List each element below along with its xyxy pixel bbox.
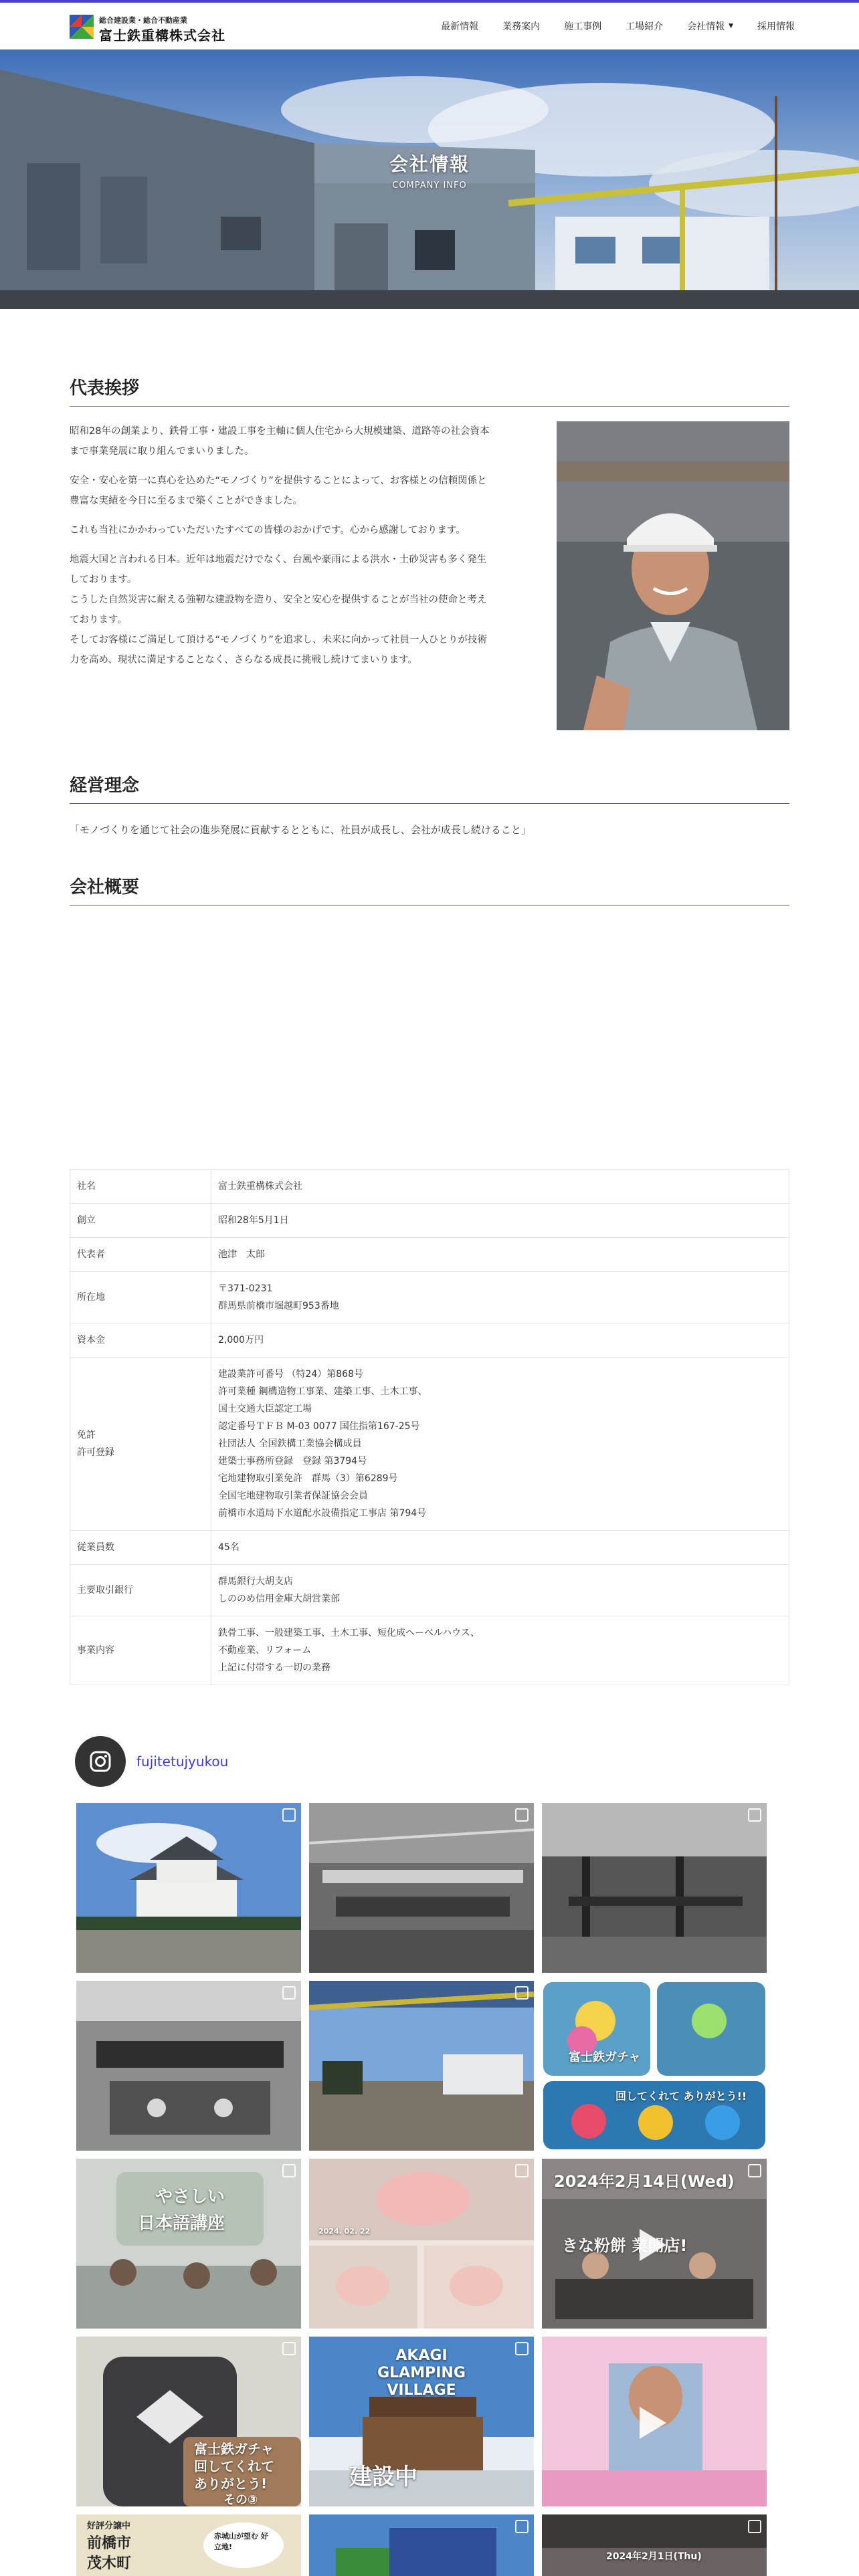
text-line: 昭和28年の創業より、鉄骨工事・建設工事を主軸に個人住宅から大規模建築、道路等の社会資本: [70, 426, 490, 437]
row-value: [211, 1358, 789, 1531]
table-row: [70, 1531, 789, 1565]
post-caption: 2024. 02. 22: [318, 2227, 371, 2236]
value-line: 群馬銀行大胡支店: [218, 1576, 293, 1587]
instagram-post[interactable]: [309, 2159, 534, 2329]
row-value: [211, 1565, 789, 1616]
greeting-title: 代表挨拶: [70, 374, 789, 407]
carousel-icon: [282, 2164, 296, 2177]
value-line: 〒371-0231: [218, 1283, 273, 1294]
company-overview-table: [70, 1169, 789, 1685]
value-line: 宅地建物取引業免許 群馬（3）第6289号: [218, 1473, 398, 1484]
play-icon: [640, 2229, 666, 2261]
greeting-paragraph-4: [70, 550, 531, 670]
instagram-avatar[interactable]: [75, 1736, 126, 1787]
value-line: しののめ信用金庫大胡営業部: [218, 1594, 340, 1604]
nav-factory[interactable]: 工場紹介: [626, 21, 664, 32]
greeting-paragraph-2: [70, 471, 531, 511]
instagram-post[interactable]: [542, 2514, 767, 2576]
instagram-icon: [89, 1750, 112, 1773]
value-line: 国土交通大臣認定工場: [218, 1404, 312, 1414]
nav-company-label: 会社情報: [687, 21, 725, 32]
logo-subtitle: 総合建設業・総合不動産業: [99, 16, 187, 25]
instagram-post[interactable]: [309, 2337, 534, 2506]
value-line: 45名: [218, 1542, 240, 1553]
row-key: 所在地: [70, 1272, 211, 1323]
carousel-icon: [515, 2164, 529, 2177]
post-caption: 茂木町: [87, 2555, 132, 2572]
row-key: 免許 許可登録: [70, 1358, 211, 1531]
hero-subtitle: COMPANY INFO: [392, 181, 467, 191]
overview-title: 会社概要: [70, 873, 789, 905]
instagram-post[interactable]: [76, 2159, 301, 2329]
hero-title: 会社情報: [389, 153, 470, 175]
table-row: [70, 1323, 789, 1358]
row-key: 従業員数: [70, 1531, 211, 1565]
site-logo[interactable]: [70, 12, 244, 41]
carousel-icon: [748, 2164, 761, 2177]
value-line: 全国宅地建物取引業者保証協会会員: [218, 1491, 368, 1501]
text-line: 安全・安心を第一に真心を込めた“モノづくり”を提供することによって、お客様との信頼関係と: [70, 475, 487, 486]
greeting-text: [70, 421, 531, 679]
instagram-post[interactable]: [309, 1803, 534, 1973]
instagram-post[interactable]: [542, 1981, 767, 2151]
value-line: 不動産業、リフォーム: [218, 1645, 312, 1656]
hero-factory-image: [0, 49, 859, 309]
table-row: [70, 1565, 789, 1616]
carousel-icon: [282, 1808, 296, 1822]
post-caption: GLAMPING: [377, 2365, 466, 2381]
post-caption: VILLAGE: [387, 2382, 456, 2399]
row-value: [211, 1238, 789, 1272]
text-line: 豊富な実績を今日に至るまで築くことができました。: [70, 496, 302, 506]
row-value: [211, 1616, 789, 1685]
value-line: 社団法人 全国鉄構工業協会構成員: [218, 1438, 362, 1449]
post-caption: 前橋市: [87, 2535, 132, 2552]
map-embed[interactable]: [70, 911, 789, 1165]
post-caption: 回してくれて ありがとう!!: [615, 2090, 747, 2103]
logo-mark-icon: [70, 15, 94, 39]
greeting-paragraph-1: [70, 421, 531, 461]
text-line: こうした自然災害に耐える強靭な建設物を造り、安全と安心を提供することが当社の使命と考え: [70, 595, 487, 605]
row-value: [211, 1272, 789, 1323]
text-line: そしてお客様にご満足して頂ける“モノづくり”を追求し、未来に向かって社員一人ひとりが技術: [70, 635, 487, 645]
nav-works[interactable]: 施工事例: [564, 21, 602, 32]
nav-news[interactable]: 最新情報: [441, 21, 479, 32]
value-line: 鉄骨工事、一般建築工事、土木工事、短化成ヘーベルハウス、: [218, 1628, 480, 1638]
carousel-icon: [282, 2342, 296, 2355]
value-line: 上記に付帯する一切の業務: [218, 1662, 330, 1673]
row-value: [211, 1323, 789, 1358]
row-key: 主要取引銀行: [70, 1565, 211, 1616]
post-caption: やさしい: [155, 2187, 225, 2207]
value-line: 富士鉄重構株式会社: [218, 1181, 302, 1192]
text-line: まで事業発展に取り組んでまいりました。: [70, 446, 254, 457]
post-caption: 赤城山が望む 好立地!: [214, 2532, 268, 2551]
post-caption: AKAGI: [395, 2347, 448, 2364]
philosophy-text: 「モノづくりを通じて社会の進歩発展に貢献するとともに、社員が成長し、会社が成長し続けること」: [70, 824, 531, 836]
instagram-post[interactable]: [542, 2159, 767, 2329]
row-key: 事業内容: [70, 1616, 211, 1685]
value-line: 許可業種 鋼構造物工事業、建築工事、土木工事、: [218, 1386, 427, 1397]
logo-company-name: 富士鉄重構株式会社: [99, 27, 225, 43]
post-caption: ありがとう!: [194, 2476, 268, 2492]
table-row: [70, 1358, 789, 1531]
value-line: 池津 太郎: [218, 1249, 265, 1260]
greeting-paragraph-3: [70, 520, 531, 540]
value-line: 建設業許可番号 （特24）第868号: [218, 1369, 363, 1380]
value-line: 建築士事務所登録 登録 第3794号: [218, 1456, 367, 1467]
carousel-icon: [515, 2520, 529, 2533]
nav-recruit[interactable]: 採用情報: [757, 21, 795, 32]
instagram-post[interactable]: [309, 1981, 534, 2151]
table-row: [70, 1272, 789, 1323]
instagram-post[interactable]: [76, 1803, 301, 1973]
value-line: 認定番号ＴＦＢ M-03 0077 国住指第167-25号: [218, 1421, 420, 1432]
post-caption: 好評分譲中: [87, 2521, 131, 2531]
text-line: 力を高め、現状に満足することなく、さらなる成長に挑戦し続けてまいります。: [70, 655, 417, 665]
president-photo: [557, 421, 789, 730]
row-key: 資本金: [70, 1323, 211, 1358]
philosophy-title: 経営理念: [70, 772, 789, 804]
post-caption: 富士鉄ガチャ: [569, 2050, 641, 2064]
caret-down-icon: ▼: [729, 23, 733, 29]
hero-banner: [0, 49, 859, 309]
value-line: 2,000万円: [218, 1335, 264, 1346]
post-caption: 回してくれて: [194, 2458, 274, 2474]
instagram-post[interactable]: [309, 2514, 534, 2576]
instagram-username[interactable]: fujitetujyukou: [136, 1753, 229, 1769]
carousel-icon: [748, 2520, 761, 2533]
row-value: [211, 1170, 789, 1204]
table-row: [70, 1616, 789, 1685]
post-caption: 建設中: [349, 2464, 417, 2490]
instagram-post[interactable]: [542, 2337, 767, 2506]
value-line: 群馬県前橋市堀越町953番地: [218, 1301, 339, 1311]
row-key: 代表者: [70, 1238, 211, 1272]
text-line: これも当社にかかわっていただいたすべての皆様のおかげです。心から感謝しております。: [70, 525, 466, 536]
carousel-icon: [515, 1986, 529, 2000]
carousel-icon: [748, 1808, 761, 1822]
text-line: しております。: [70, 574, 137, 585]
table-row: [70, 1204, 789, 1238]
instagram-post[interactable]: [542, 1803, 767, 1973]
site-header: [0, 3, 859, 50]
main-nav: [441, 3, 795, 49]
row-key: 社名: [70, 1170, 211, 1204]
nav-services[interactable]: 業務案内: [502, 21, 541, 32]
carousel-icon: [282, 1986, 296, 2000]
value-line: 昭和28年5月1日: [218, 1215, 289, 1226]
table-row: [70, 1238, 789, 1272]
carousel-icon: [515, 1808, 529, 1822]
post-caption: 日本語講座: [138, 2214, 225, 2234]
post-caption: きな粉餅 業開店!: [562, 2236, 688, 2255]
play-icon: [640, 2407, 666, 2439]
value-line: 前橋市水道局下水道配水設備指定工事店 第794号: [218, 1508, 427, 1519]
instagram-post[interactable]: [76, 2337, 301, 2506]
text-line: 地震大国と言われる日本。近年は地震だけでなく、台風や豪雨による洪水・土砂災害も多く発生: [70, 554, 487, 565]
row-value: [211, 1531, 789, 1565]
text-line: ております。: [70, 615, 127, 625]
post-caption: その③: [223, 2493, 258, 2506]
table-row: [70, 1170, 789, 1204]
nav-company[interactable]: [687, 19, 733, 33]
post-caption: 富士鉄ガチャ: [194, 2441, 274, 2457]
instagram-header: [75, 1735, 228, 1788]
instagram-post[interactable]: [76, 2514, 301, 2576]
post-caption: 2024年2月14日(Wed): [554, 2172, 735, 2191]
row-value: [211, 1204, 789, 1238]
instagram-post[interactable]: [76, 1981, 301, 2151]
row-key: 創立: [70, 1204, 211, 1238]
post-caption: 2024年2月1日(Thu): [606, 2551, 702, 2562]
